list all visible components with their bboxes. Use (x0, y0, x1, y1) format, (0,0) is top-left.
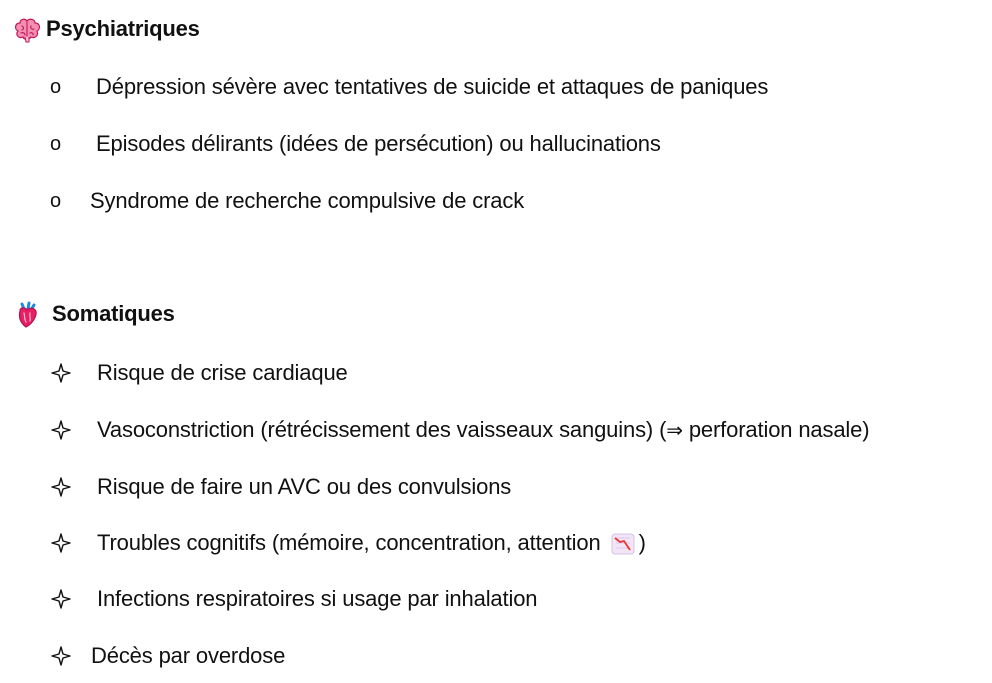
list-item (50, 586, 537, 612)
anatomical-heart-icon (12, 299, 42, 329)
four-point-star-icon (50, 588, 72, 610)
section-title: Psychiatriques (46, 16, 200, 41)
list-item-text: Dépression sévère avec tentatives de suicide et attaques de paniques (96, 74, 769, 99)
list-item-text: Risque de faire un AVC ou des convulsions (97, 474, 512, 499)
section-somatiques-heading (12, 299, 175, 329)
bullet: o (50, 189, 61, 212)
section-title: Somatiques (52, 301, 175, 326)
list-item (50, 643, 285, 669)
four-point-star-icon (50, 419, 72, 441)
list-item (50, 74, 768, 100)
four-point-star-icon (50, 645, 72, 667)
bullet: o (50, 75, 61, 98)
four-point-star-icon (50, 362, 72, 384)
list-item (50, 417, 869, 443)
list-item-text: Décès par overdose (91, 643, 286, 668)
chart-decreasing-icon (611, 533, 635, 555)
list-item-text: Risque de crise cardiaque (97, 360, 348, 385)
list-item (50, 530, 646, 556)
section-psychiatriques-heading (12, 14, 200, 44)
text-segment: perforation nasale) (682, 417, 870, 442)
four-point-star-icon (50, 532, 72, 554)
list-item-text: Infections respiratoires si usage par inhalation (97, 586, 538, 611)
bullet: o (50, 132, 61, 155)
text-segment: Troubles cognitifs (mémoire, concentration, attention (97, 530, 601, 555)
list-item-text: Syndrome de recherche compulsive de crack (90, 188, 525, 213)
list-item-text (97, 530, 646, 556)
text-segment: ) (638, 530, 646, 555)
list-item (50, 360, 348, 386)
text-segment: Vasoconstriction (rétrécissement des vaisseaux sanguins) ( (97, 417, 667, 442)
list-item-text (97, 417, 869, 443)
list-item-text: Episodes délirants (idées de persécution) ou hallucinations (96, 131, 661, 156)
four-point-star-icon (50, 476, 72, 498)
brain-icon (12, 14, 42, 44)
list-item (50, 188, 524, 214)
list-item (50, 131, 661, 157)
implies-arrow-symbol: ⇒ (666, 418, 683, 442)
list-item (50, 474, 511, 500)
